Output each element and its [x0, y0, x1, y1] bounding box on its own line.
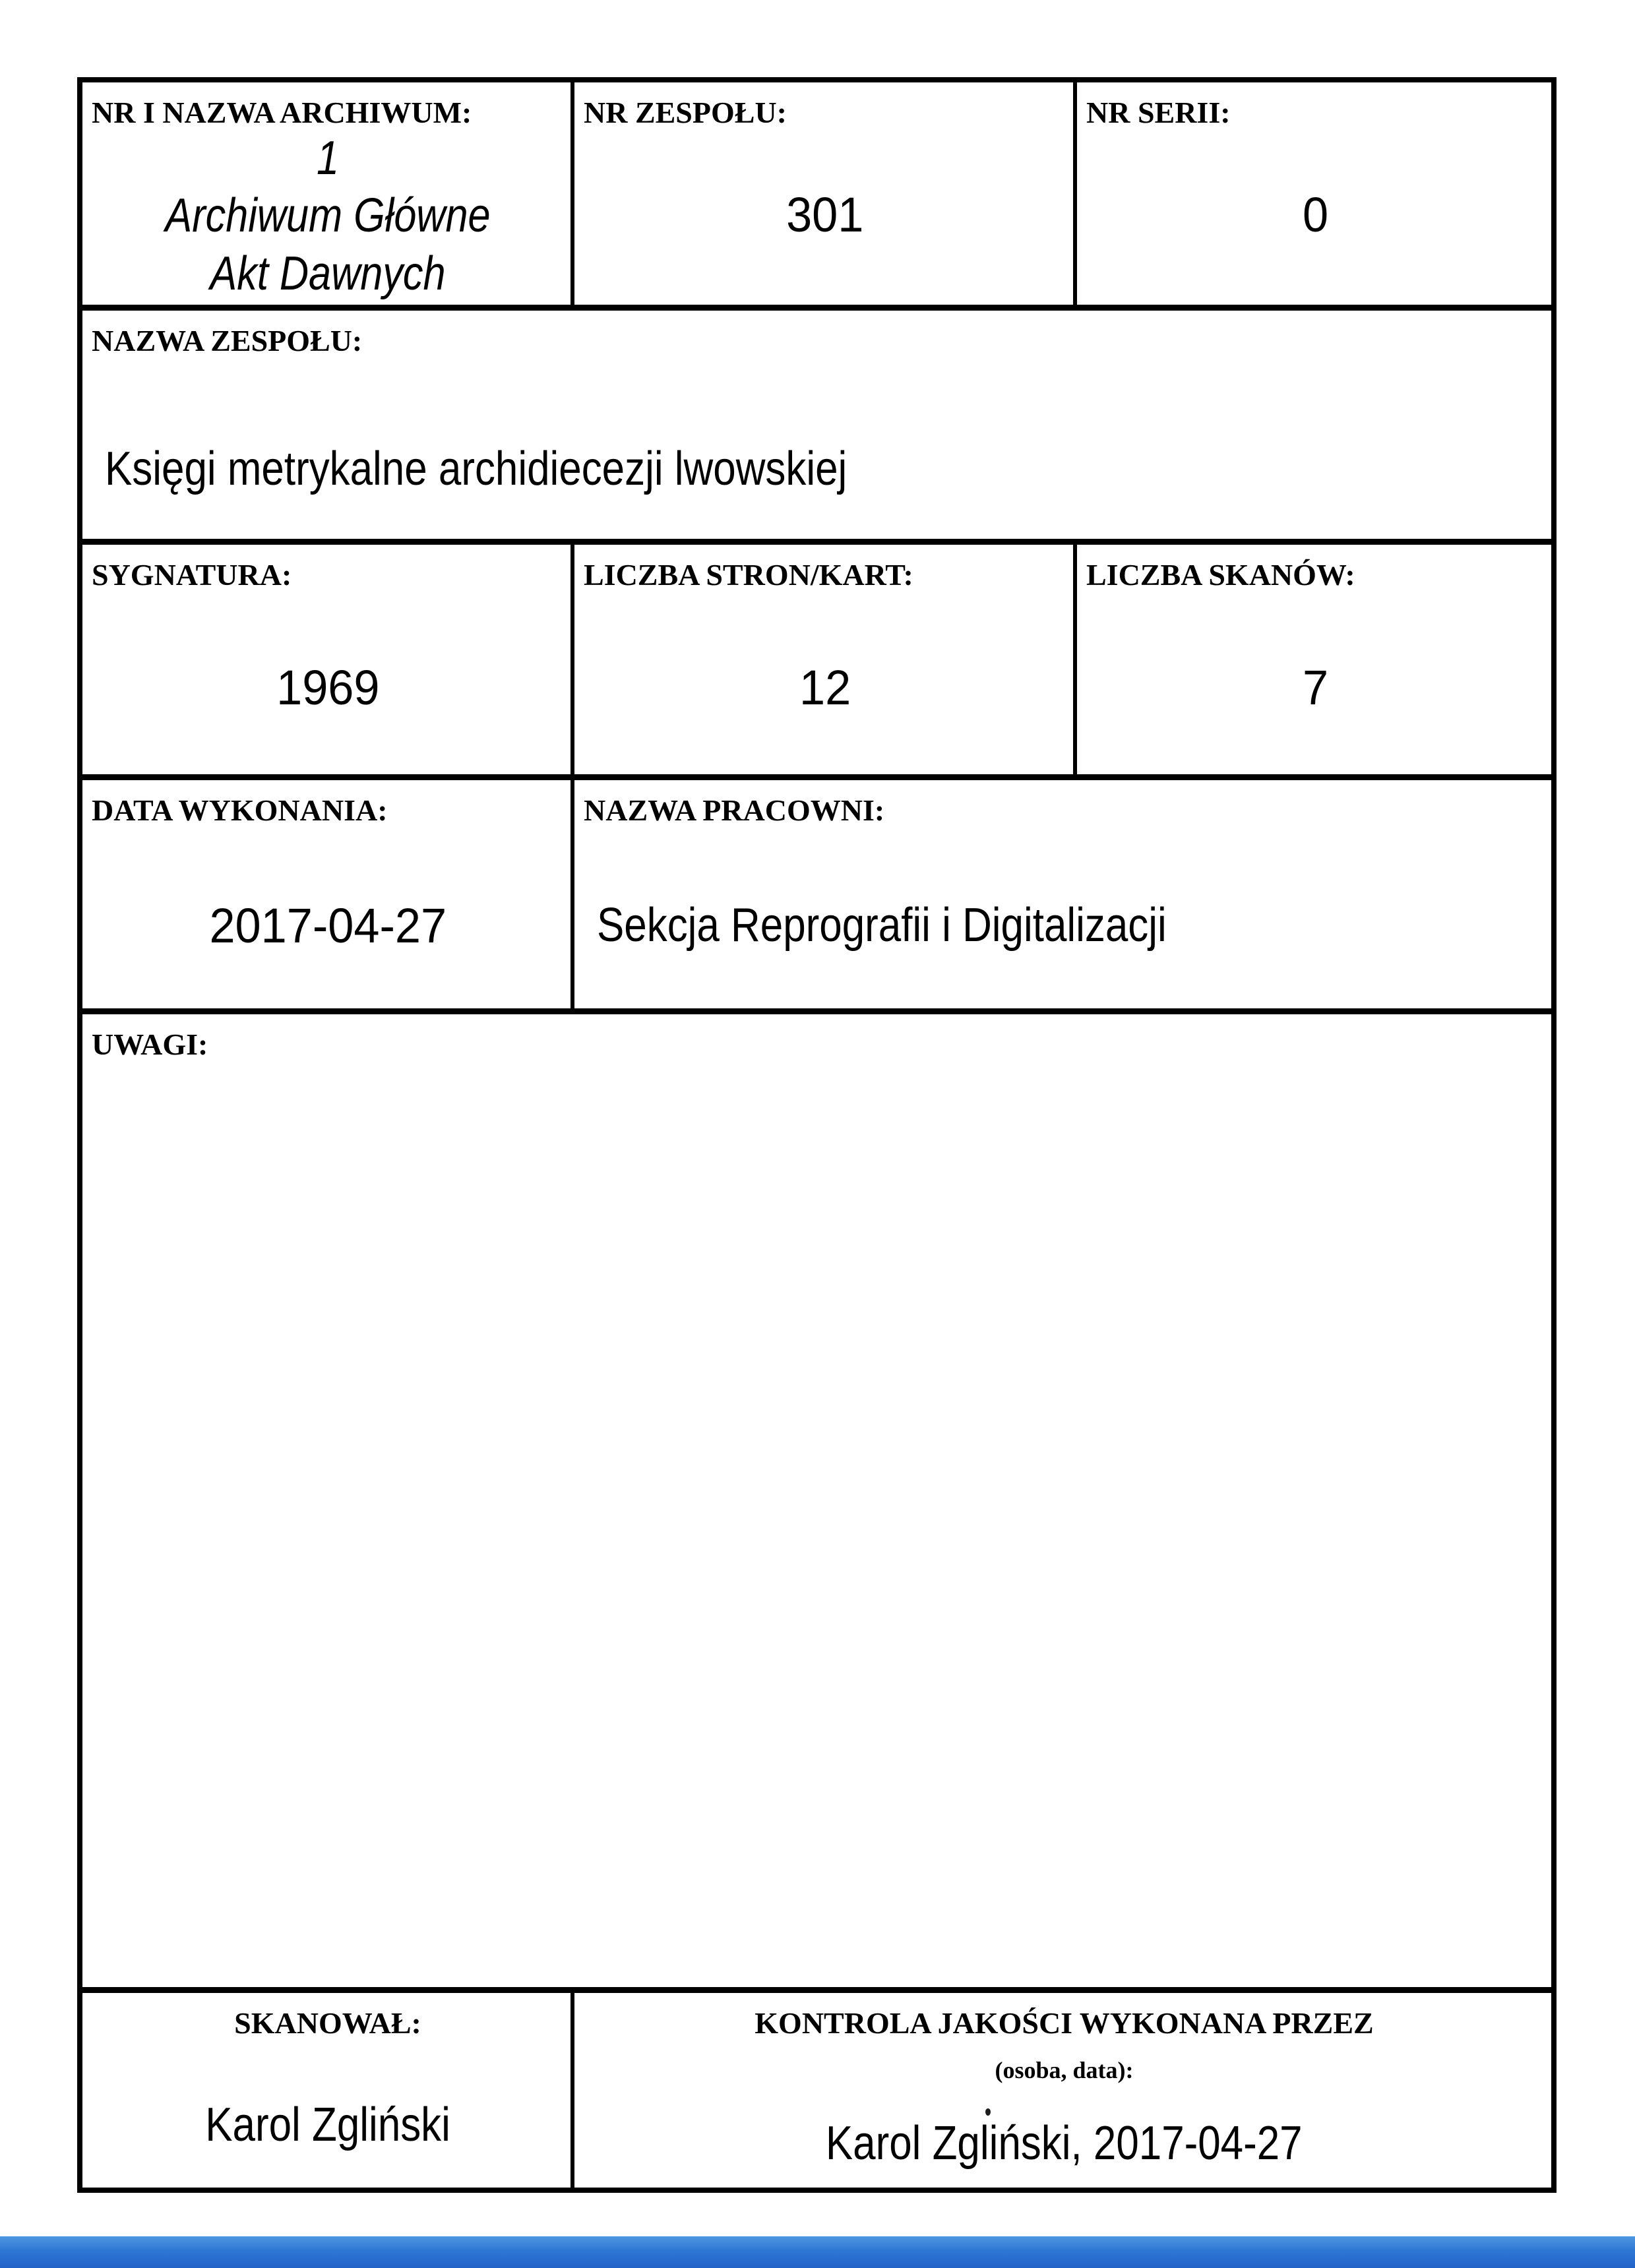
archive-label: NR I NAZWA ARCHIWUM: — [92, 96, 472, 129]
cell-signature — [82, 545, 574, 774]
cell-scan-date — [82, 780, 574, 1008]
scans-count-value: 7 — [1302, 659, 1329, 715]
scanned-by-value-area — [92, 2040, 564, 2184]
row-archive-info — [82, 82, 1551, 311]
cell-fonds-name — [82, 311, 1551, 539]
scanned-by-label: SKANOWAŁ: — [234, 2006, 421, 2040]
scan-date-label: DATA WYKONANIA: — [92, 793, 388, 827]
workshop-value-area — [584, 828, 1545, 1004]
cell-archive — [82, 82, 574, 305]
signature-value: 1969 — [276, 659, 380, 715]
cell-scanned-by — [82, 1993, 574, 2188]
workshop-value: Sekcja Reprografii i Digitalizacji — [597, 899, 1167, 952]
fonds-number-value: 301 — [786, 187, 864, 243]
scan-date-value-area — [92, 828, 564, 1004]
quality-control-sublabel: (osoba, data): — [995, 2056, 1134, 2083]
quality-control-value: Karol Zgliński, 2017-04-27 — [826, 2116, 1303, 2170]
row-fonds-name — [82, 311, 1551, 545]
cell-fonds-number — [574, 82, 1077, 305]
row-remarks — [82, 1014, 1551, 1993]
quality-control-value-area — [584, 2083, 1545, 2184]
cell-workshop — [574, 780, 1551, 1008]
fonds-number-value-area — [584, 130, 1066, 301]
series-number-value: 0 — [1302, 187, 1329, 243]
cell-remarks — [82, 1014, 1551, 1987]
row-counts — [82, 545, 1551, 780]
row-execution — [82, 780, 1551, 1014]
cell-scans-count — [1077, 545, 1551, 774]
bottom-blue-bar — [0, 2236, 1635, 2268]
metadata-form-table — [77, 77, 1557, 2193]
cell-quality-control — [574, 1993, 1551, 2188]
signature-value-area — [92, 592, 564, 770]
cell-series-number — [1077, 82, 1551, 305]
scans-count-value-area — [1086, 592, 1545, 770]
archive-value — [127, 130, 529, 303]
quality-control-label: KONTROLA JAKOŚCI WYKONANA PRZEZ — [755, 2006, 1374, 2040]
cell-pages-count — [574, 545, 1077, 774]
fonds-name-value: Księgi metrykalne archidiecezji lwowskiej — [105, 443, 848, 496]
fonds-name-value-area — [92, 358, 1545, 535]
archive-number: 1 — [316, 131, 340, 185]
scan-date-value: 2017-04-27 — [209, 898, 447, 953]
series-number-value-area — [1086, 130, 1545, 301]
workshop-label: NAZWA PRACOWNI: — [584, 793, 885, 827]
fonds-name-label: NAZWA ZESPOŁU: — [92, 324, 363, 357]
pages-count-value: 12 — [799, 659, 851, 715]
pages-count-value-area — [584, 592, 1066, 770]
remarks-value-area — [92, 1062, 1545, 1983]
archive-name-line-2: Akt Dawnych — [210, 247, 446, 301]
row-signatures — [82, 1993, 1551, 2188]
fonds-number-label: NR ZESPOŁU: — [584, 96, 787, 129]
pages-count-label: LICZBA STRON/KART: — [584, 558, 913, 592]
series-number-label: NR SERII: — [1086, 96, 1231, 129]
signature-label: SYGNATURA: — [92, 558, 292, 592]
remarks-label: UWAGI: — [92, 1027, 208, 1061]
scans-count-label: LICZBA SKANÓW: — [1086, 558, 1355, 592]
scanned-by-value: Karol Zgliński — [205, 2098, 450, 2151]
archive-name-line-1: Archiwum Główne — [165, 189, 491, 243]
